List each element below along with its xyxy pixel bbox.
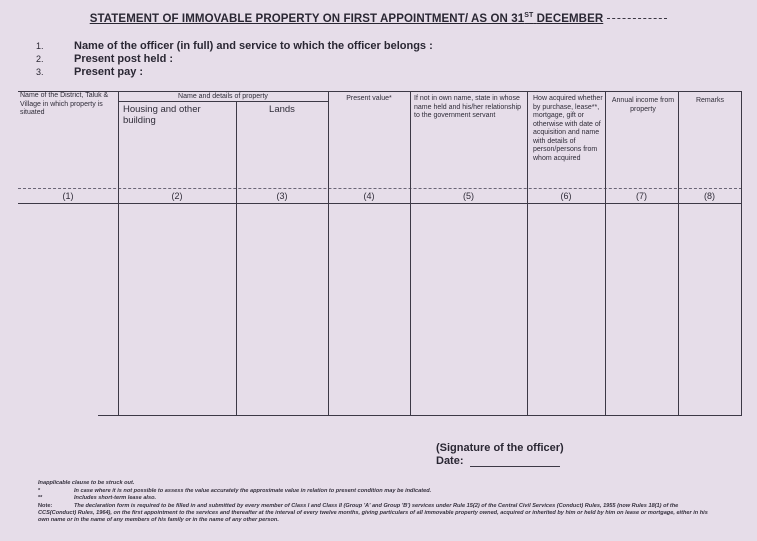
header-housing: Housing and other building	[123, 104, 201, 126]
col-divider-1	[118, 91, 119, 415]
date-label: Date:	[436, 455, 464, 467]
footnote-inapplicable: Inapplicable clause to be struck out.	[38, 480, 135, 486]
signature-block	[436, 442, 564, 468]
header-property-group: Name and details of property	[178, 93, 268, 100]
number-row-rule	[18, 203, 742, 204]
header-annual-income: Annual income from property	[611, 97, 675, 113]
col-number-7: (7)	[636, 191, 647, 201]
col-number-4: (4)	[363, 191, 375, 201]
footnote-lease: ** Includes short-term lease also.	[38, 495, 157, 501]
item-officer-name: 1. Name of the officer (in full) and service to which the officer belongs :	[36, 40, 433, 52]
item-present-pay: 3. Present pay :	[36, 66, 144, 78]
header-name-relationship: If not in own name, state in whose name held and his/her relationship to the government servant	[414, 95, 522, 119]
col-divider-7	[678, 91, 679, 415]
table-bottom-border	[98, 415, 742, 416]
header-lands: Lands	[269, 104, 295, 115]
col-number-5: (5)	[463, 191, 474, 201]
col-divider-6	[605, 91, 606, 415]
col-number-2: (2)	[171, 191, 183, 201]
header-dashed-rule	[18, 188, 742, 189]
signature-label: (Signature of the officer)	[436, 442, 564, 454]
header-present-value: Present value*	[346, 95, 392, 102]
footnote-value: * In case where it is not possible to assess the value accurately the approximate value in relation to present condition may be indicated.	[38, 488, 432, 494]
col-divider-3	[328, 91, 329, 415]
header-how-acquired: How acquired whether by purchase, lease**, mortgage, gift or otherwise with date of acquisition and name with details of person/persons from whom acquired	[533, 95, 603, 162]
item-present-post: 2. Present post held :	[36, 53, 174, 65]
footnote-note: Note: The declaration form is required to be filled in and submitted by every member of Class I and Class II (Group 'A' and Group 'B') services under Rule 15(2) of the Central Civil Services (Conduct) Rules, 1955 (now Rules 18(1) of the CCS(Conduct) Rules, 1964), on the first appointment to the services and thereafter at the interval of every twelve months, giving particulars of all immovable property owned, acquired or inherited by him or held by him on lease or mortgage, either in his own name or in the name of any members of his family or in the name of any other person.	[38, 503, 708, 523]
form-title: STATEMENT OF IMMOVABLE PROPERTY ON FIRST APPOINTMENT/ AS ON 31ST DECEMBER	[0, 12, 757, 25]
title-blank-line	[607, 18, 667, 19]
col-number-1: (1)	[62, 191, 74, 201]
date-line	[470, 466, 560, 467]
col-divider-4	[410, 91, 411, 415]
col-number-8: (8)	[704, 191, 715, 201]
header-remarks: Remarks	[695, 97, 724, 104]
col-number-6: (6)	[560, 191, 572, 201]
col-divider-2	[236, 101, 237, 415]
col-number-3: (3)	[276, 191, 288, 201]
table-top-border	[18, 91, 742, 92]
col-divider-8	[741, 91, 742, 415]
col-divider-5	[527, 91, 528, 415]
header-district: Name of the District, Taluk & Village in which property is situated	[20, 92, 109, 116]
